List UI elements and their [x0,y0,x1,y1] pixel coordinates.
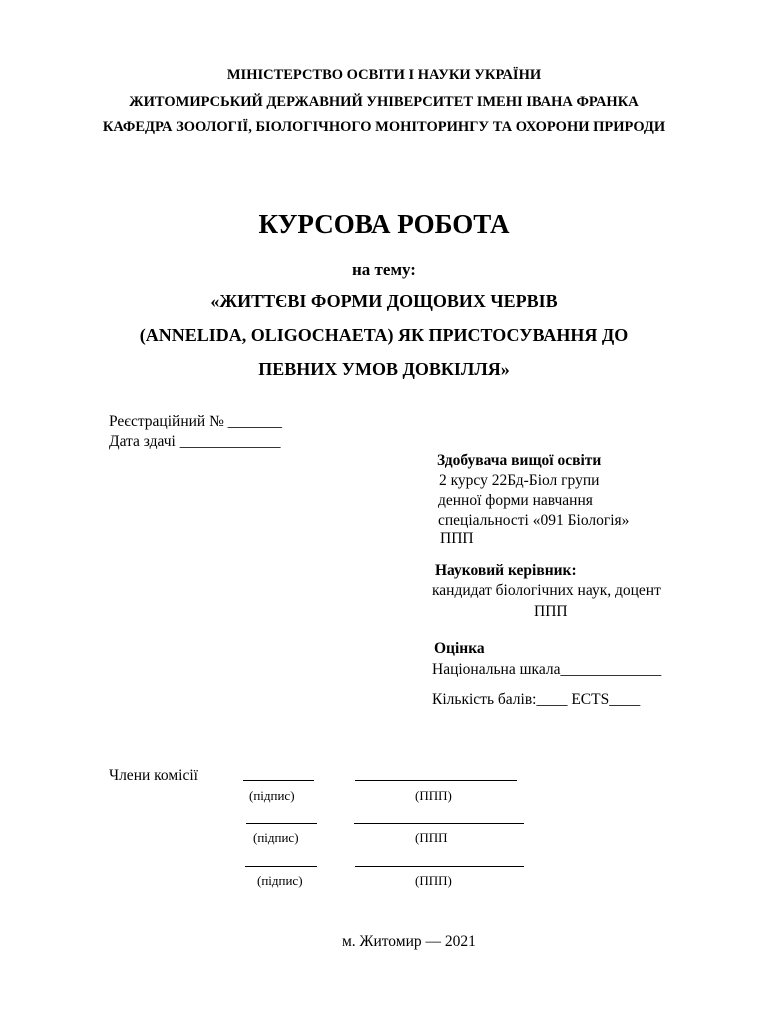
signature-caption-2: (підпис) [253,830,299,845]
supervisor-name: ППП [534,603,568,620]
signature-line-2 [246,823,317,824]
submission-date: Дата здачі _____________ [109,433,281,450]
ministry-name: МІНІСТЕРСТВО ОСВІТИ І НАУКИ УКРАЇНИ [226,67,542,83]
commission-label: Члени комісії [109,767,198,784]
registration-number: Реєстраційний № _______ [109,413,282,430]
name-caption-1: (ППП) [415,788,452,803]
university-name: ЖИТОМИРСЬКИЙ ДЕРЖАВНИЙ УНІВЕРСИТЕТ ІМЕНІ ІВАНА ФРАНКА [129,94,639,110]
name-line-1 [355,780,517,781]
points-ects: Кількість балів:____ ECTS____ [432,691,641,708]
name-line-2 [354,823,524,824]
student-course: 2 курсу 22Бд-Біол групи [439,472,600,489]
student-name: ППП [440,530,474,547]
supervisor-position: кандидат біологічних наук, доцент [432,582,661,599]
student-study-form: денної форми навчання [438,492,593,509]
name-line-3 [355,866,524,867]
topic-line-1: «ЖИТТЄВІ ФОРМИ ДОЩОВИХ ЧЕРВІВ [210,291,558,311]
subject-label: на тему: [352,260,416,279]
signature-line-1 [243,780,314,781]
student-specialty: спеціальності «091 Біологія» [438,512,630,529]
grade-heading: Оцінка [434,640,485,657]
document-title: КУРСОВА РОБОТА [258,209,510,239]
department-name: КАФЕДРА ЗООЛОГІЇ, БІОЛОГІЧНОГО МОНІТОРИНГУ ТА ОХОРОНИ ПРИРОДИ [102,119,666,135]
student-heading: Здобувача вищої освіти [437,452,602,469]
signature-caption-1: (підпис) [249,788,295,803]
topic-line-2: (ANNELIDA, OLIGOCHAETA) ЯК ПРИСТОСУВАННЯ ДО [139,325,629,345]
supervisor-heading: Науковий керівник: [435,562,577,579]
city-year: м. Житомир — 2021 [342,933,476,950]
signature-caption-3: (підпис) [257,873,303,888]
name-caption-3: (ППП) [415,873,452,888]
national-scale: Національна шкала_____________ [432,661,662,678]
topic-line-3: ПЕВНИХ УМОВ ДОВКІЛЛЯ» [258,359,510,379]
name-caption-2: (ППП [415,830,448,845]
signature-line-3 [245,866,317,867]
